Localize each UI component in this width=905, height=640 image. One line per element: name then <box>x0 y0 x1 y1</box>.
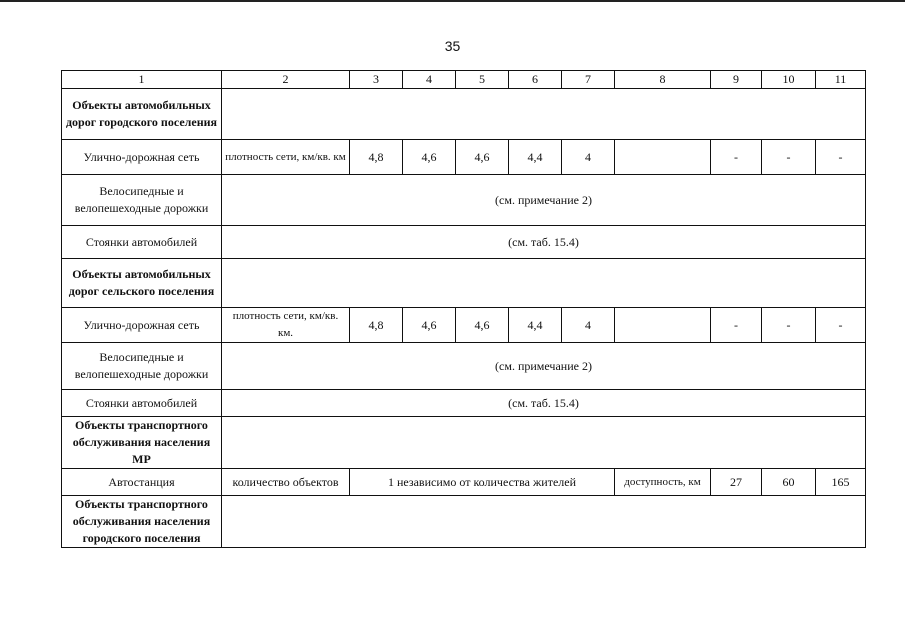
table-row <box>62 89 866 140</box>
value-cell: - <box>762 308 816 343</box>
value-cell: 4,8 <box>350 140 403 175</box>
value-cell: 60 <box>762 469 816 496</box>
header-cell: 8 <box>615 71 711 89</box>
header-cell: 7 <box>562 71 615 89</box>
header-cell: 4 <box>403 71 456 89</box>
indicator-cell: плотность сети, км/кв. км <box>222 140 350 175</box>
object-name-cell: Улично-дорожная сеть <box>62 308 222 343</box>
table-row <box>62 496 866 548</box>
value-cell: 4,6 <box>403 308 456 343</box>
value-cell: 4,6 <box>456 140 509 175</box>
value-cell: 165 <box>816 469 866 496</box>
note-cell: (см. примечание 2) <box>222 175 866 226</box>
header-cell: 9 <box>711 71 762 89</box>
value-cell <box>615 308 711 343</box>
header-cell: 5 <box>456 71 509 89</box>
value-cell: 4,4 <box>509 308 562 343</box>
value-cell: 4 <box>562 308 615 343</box>
value-cell: 4,8 <box>350 308 403 343</box>
value-cell: - <box>711 140 762 175</box>
header-cell: 10 <box>762 71 816 89</box>
section-heading-rural-roads: Объекты автомобильных дорог сельского поселения <box>62 259 222 308</box>
value-cell: 4,6 <box>456 308 509 343</box>
table-row <box>62 140 866 175</box>
table-row <box>62 259 866 308</box>
section-heading-transport-urban: Объекты транспортного обслуживания населения городского поселения <box>62 496 222 548</box>
empty-cell <box>222 417 866 469</box>
table-row <box>62 226 866 259</box>
object-name-cell: Улично-дорожная сеть <box>62 140 222 175</box>
table-row <box>62 308 866 343</box>
object-name-cell: Стоянки автомобилей <box>62 226 222 259</box>
table-header-row <box>62 71 866 89</box>
value-cell: 4,4 <box>509 140 562 175</box>
value-cell: - <box>816 140 866 175</box>
value-cell: - <box>762 140 816 175</box>
object-name-cell: Велосипедные и велопешеходные дорожки <box>62 343 222 390</box>
section-heading-transport-mr: Объекты транспортного обслуживания населения МР <box>62 417 222 469</box>
note-cell: (см. примечание 2) <box>222 343 866 390</box>
table-row <box>62 175 866 226</box>
value-cell: - <box>816 308 866 343</box>
object-name-cell: Стоянки автомобилей <box>62 390 222 417</box>
accessibility-cell: доступность, км <box>615 469 711 496</box>
object-name-cell: Автостанция <box>62 469 222 496</box>
note-cell: (см. таб. 15.4) <box>222 226 866 259</box>
page-number: 35 <box>444 38 461 54</box>
table-row <box>62 390 866 417</box>
value-cell <box>615 140 711 175</box>
table-row <box>62 469 866 496</box>
section-heading-urban-roads: Объекты автомобильных дорог городского поселения <box>62 89 222 140</box>
value-cell: 27 <box>711 469 762 496</box>
table-row <box>62 343 866 390</box>
table-row <box>62 417 866 469</box>
value-cell: 4,6 <box>403 140 456 175</box>
value-cell: 1 независимо от количества жителей <box>350 469 615 496</box>
top-border-line <box>0 0 905 2</box>
indicator-cell: количество объектов <box>222 469 350 496</box>
header-cell: 3 <box>350 71 403 89</box>
header-cell: 1 <box>62 71 222 89</box>
note-cell: (см. таб. 15.4) <box>222 390 866 417</box>
header-cell: 2 <box>222 71 350 89</box>
header-cell: 6 <box>509 71 562 89</box>
empty-cell <box>222 496 866 548</box>
norms-table <box>61 70 866 548</box>
value-cell: 4 <box>562 140 615 175</box>
empty-cell <box>222 259 866 308</box>
object-name-cell: Велосипедные и велопешеходные дорожки <box>62 175 222 226</box>
header-cell: 11 <box>816 71 866 89</box>
value-cell: - <box>711 308 762 343</box>
empty-cell <box>222 89 866 140</box>
indicator-cell: плотность сети, км/кв. км. <box>222 308 350 343</box>
